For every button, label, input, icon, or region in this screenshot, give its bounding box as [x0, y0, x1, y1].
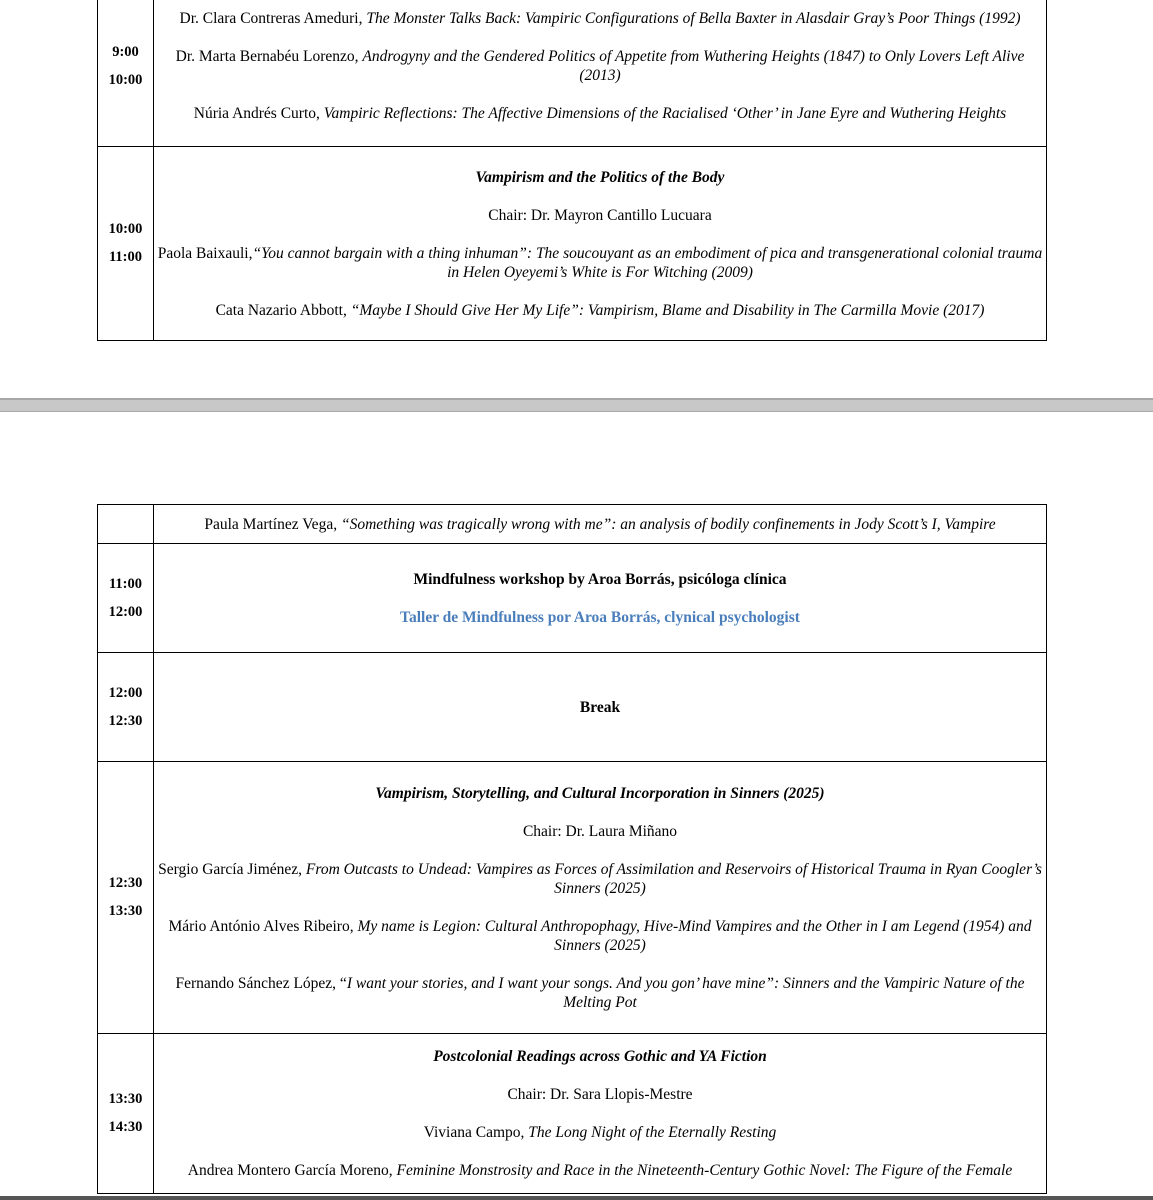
- content-cell: [154, 762, 1047, 1034]
- schedule-row: [98, 762, 1047, 1034]
- content-cell: [154, 1034, 1047, 1194]
- schedule-row: [98, 505, 1047, 544]
- start-time: 12:30: [108, 875, 143, 891]
- session-title: Vampirism, Storytelling, and Cultural Incorporation in Sinners (2025): [375, 784, 825, 802]
- schedule-table: [97, 0, 1047, 341]
- start-time: 9:00: [112, 43, 139, 60]
- time-cell: [98, 544, 154, 653]
- session-title: Postcolonial Readings across Gothic and YA Fiction: [433, 1048, 767, 1065]
- start-time: 10:00: [108, 221, 143, 237]
- paper-entry: [154, 917, 1046, 955]
- paper-title: “Something was tragically wrong with me”: an analysis of bodily confinements in Jody Scott’s I, Vampire: [340, 515, 996, 533]
- content-cell: [154, 544, 1047, 653]
- paper-author: Núria Andrés Curto,: [193, 105, 324, 122]
- end-time: 13:30: [108, 903, 143, 919]
- time-cell: [98, 505, 154, 544]
- document-page-1: [0, 0, 1153, 398]
- paper-author: Viviana Campo,: [423, 1124, 529, 1141]
- content-cell: [154, 0, 1047, 147]
- paper-author: Dr. Marta Bernabéu Lorenzo,: [175, 48, 363, 65]
- paper-author: Andrea Montero García Moreno,: [187, 1162, 397, 1179]
- paper-entry: [154, 515, 1046, 534]
- schedule-row: [98, 544, 1047, 653]
- document-page-2: [0, 412, 1153, 1200]
- paper-entry: [154, 1123, 1046, 1142]
- end-time: 10:00: [108, 71, 143, 88]
- paper-title: My name is Legion: Cultural Anthropophagy, Hive-Mind Vampires and the Other in I am Legend (1954) and Sinners (2025): [357, 917, 1032, 954]
- paper-title: I want your stories, and I want your songs. And you gon’ have mine”: Sinners and the Vampiric Nature of the Melting Pot: [346, 974, 1025, 1011]
- paper-title: Androgyny and the Gendered Politics of Appetite from Wuthering Heights (1847) to Only Lovers Left Alive (2013): [362, 48, 1025, 84]
- content-cell: [154, 147, 1047, 341]
- paper-author: Dr. Clara Contreras Ameduri,: [179, 10, 367, 27]
- event-title: Mindfulness workshop by Aroa Borrás, psicóloga clínica: [413, 570, 787, 588]
- time-cell: [98, 147, 154, 341]
- paper-author: Cata Nazario Abbott,: [215, 301, 351, 319]
- session-chair: Chair: Dr. Laura Miñano: [522, 822, 678, 840]
- paper-entry: [154, 301, 1046, 320]
- time-cell: [98, 0, 154, 147]
- paper-entry: [154, 47, 1046, 85]
- time-cell: [98, 653, 154, 762]
- event-title: Break: [579, 698, 621, 716]
- paper-entry: [154, 1161, 1046, 1180]
- time-cell: [98, 762, 154, 1034]
- paper-entry: [154, 860, 1046, 898]
- paper-title: “You cannot bargain with a thing inhuman”: The soucouyant as an embodiment of pica and transgenerational colonial trauma in Helen Oyeyemi’s White is For Witching (2009): [252, 244, 1043, 281]
- schedule-row: [98, 653, 1047, 762]
- paper-title: The Long Night of the Eternally Resting: [528, 1124, 777, 1141]
- content-cell: [154, 653, 1047, 762]
- viewport-bottom-edge: [0, 1196, 1153, 1200]
- time-cell: [98, 1034, 154, 1194]
- paper-title: “Maybe I Should Give Her My Life”: Vampirism, Blame and Disability in The Carmilla Movie (2017): [350, 301, 985, 319]
- paper-author: Paola Baixauli,: [157, 244, 253, 262]
- session-chair: Chair: Dr. Sara Llopis-Mestre: [507, 1086, 693, 1103]
- page-separator: [0, 398, 1153, 412]
- end-time: 11:00: [108, 249, 143, 265]
- schedule-row: [98, 1034, 1047, 1194]
- paper-title: From Outcasts to Undead: Vampires as Forces of Assimilation and Reservoirs of Historical Trauma in Ryan Coogler’s Sinners (2025): [305, 860, 1042, 897]
- paper-author: Mário António Alves Ribeiro,: [168, 917, 358, 935]
- end-time: 14:30: [108, 1119, 143, 1135]
- paper-title: Feminine Monstrosity and Race in the Nineteenth-Century Gothic Novel: The Figure of the Female: [396, 1162, 1013, 1179]
- paper-entry: [154, 244, 1046, 282]
- paper-entry: [154, 974, 1046, 1012]
- paper-author: Paula Martínez Vega,: [204, 515, 341, 533]
- paper-title: Vampiric Reflections: The Affective Dimensions of the Racialised ‘Other’ in Jane Eyre and Wuthering Heights: [323, 105, 1007, 122]
- paper-title: The Monster Talks Back: Vampiric Configurations of Bella Baxter in Alasdair Gray’s Poor Things (1992): [366, 10, 1021, 27]
- schedule-row: [98, 147, 1047, 341]
- end-time: 12:00: [108, 603, 143, 620]
- session-chair: Chair: Dr. Mayron Cantillo Lucuara: [488, 206, 712, 224]
- end-time: 12:30: [108, 712, 143, 729]
- paper-author: Fernando Sánchez López, “: [175, 974, 347, 992]
- paper-entry: [154, 9, 1046, 28]
- paper-author: Sergio García Jiménez,: [158, 860, 306, 878]
- start-time: 11:00: [108, 575, 143, 592]
- event-translation: Taller de Mindfulness por Aroa Borrás, clynical psychologist: [400, 608, 800, 626]
- start-time: 13:30: [108, 1091, 143, 1107]
- schedule-table: [97, 504, 1047, 1194]
- schedule-row: [98, 0, 1047, 147]
- content-cell: [154, 505, 1047, 544]
- start-time: 12:00: [108, 684, 143, 701]
- paper-entry: [154, 104, 1046, 123]
- session-title: Vampirism and the Politics of the Body: [475, 168, 725, 186]
